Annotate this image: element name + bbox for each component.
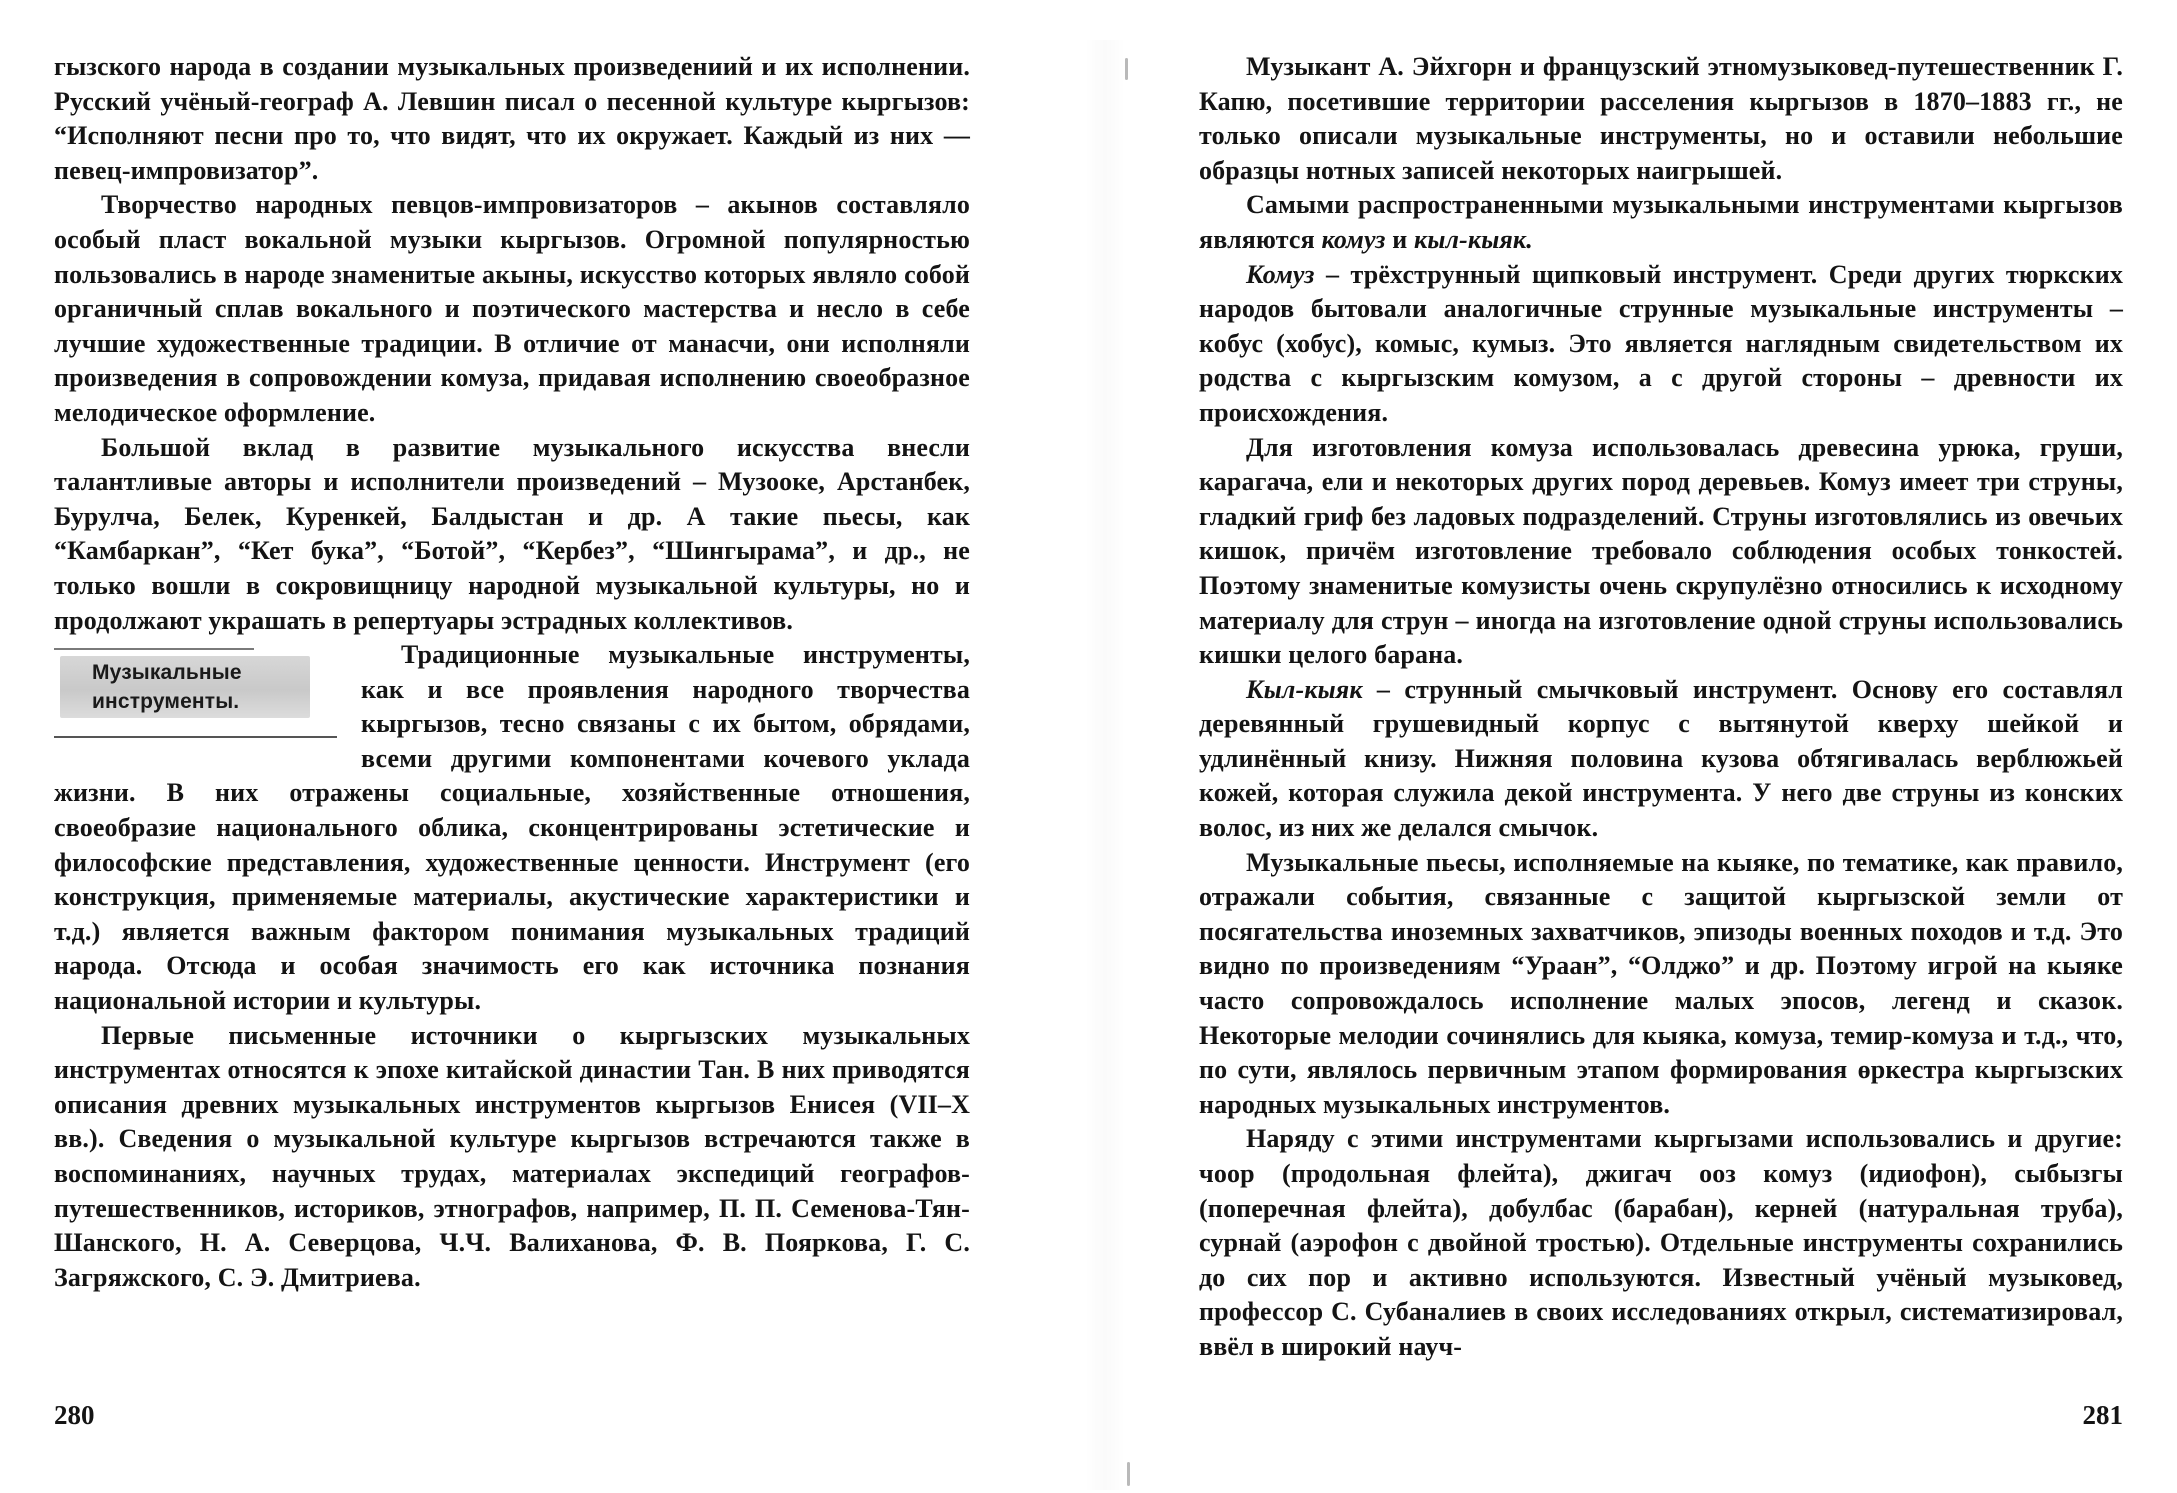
paragraph: Первые письменные источники о кыргызских музыкальных инструментах относятся к эпохе китайской династии Тан. В них приводятся описания древних музыкальных инструментов кыргызов Енисея (VII–X вв.). Сведения о музыкальной культуре кыргызов встречаются также в воспоминаниях, научных трудах, материалах экспедиций географов-путешественников, историков, этнографов, например, П. П. Семенова-Тян-Шанского, Н. А. Северцова, Ч.Ч. Валиханова, Ф. В. Пояркова, Г. С. Загряжского, С. Э. Дмитриева.: [54, 1020, 970, 1292]
term-komuz: комуз: [1321, 224, 1386, 254]
paragraph: Музыкант А. Эйхгорн и французский этномузыковед-путешественник Г. Капю, посетившие территории расселения кыргызов в 1870–1883 гг., не только описали музыкальные инструменты, но и оставили небольшие образцы нотных записей некоторых наигрышей.: [1199, 52, 2123, 185]
paragraph-text: Самыми распространенными музыкальными инструментами кыргызов являются: [1199, 190, 2123, 254]
paragraph-text: – струнный смычковый инструмент. Основу его составлял деревянный грушевидный корпус с вытянутой кверху шейкой и удлинённый книзу. Нижняя половина кузова обтягивалась верблюжьей кожей, которая служила декой инструмента. У него две струны из конских волос, из них же делался смычок.: [1199, 674, 2123, 843]
section-heading-box: [54, 646, 337, 738]
left-page-text: [54, 50, 970, 1295]
gutter-mark: [1125, 58, 1128, 80]
paragraph-text: – трёхструнный щипковый инструмент. Среди других тюркских народов бытовали аналогичные струнные музыкальные инструменты – кобус (хобус), комыс, кумыз. Это является наглядным свидетельством их родства с кыргызским комузом, а с другой стороны – древности их происхождения.: [1199, 259, 2123, 427]
heading-rule-top: [54, 648, 254, 650]
paragraph: Традиционные музыкальные инструменты, как и все проявления народного творчества кыргызов, тесно связаны с их бытом, обрядами, всеми другими компонентами кочевого уклада жизни. В них отражены социальные, хозяйственные отношения, своеобразие национального облика, сконцентрированы эстетические и философские представления, художественные ценности. Инструмент (его конструкция, применяемые материалы, акустические характеристики и т.д.) является важным фактором понимания музыкальных традиций народа. Отсюда и особая значимость его как источника познания национальной истории и культуры.: [54, 640, 970, 1016]
term-komuz: Комуз: [1246, 259, 1315, 289]
paragraph: Наряду с этими инструментами кыргызами использовались и другие: чоор (продольная флейта), джигач ооз комуз (идиофон), сыбызгы (поперечная флейта), добулбас (барабан), керней (натуральная труба), сурнай (аэрофон с двойной тростью). Отдельные инструменты сохранились до сих пор и активно используются. Известный учёный музыковед, профессор С. Субаналиев в своих исследованиях открыл, систематизировал, ввёл в широкий науч-: [1199, 1124, 2123, 1361]
paragraph: [1199, 673, 2123, 846]
heading-rule-bottom: [54, 736, 337, 738]
term-kyl-kyak: кыл-кыяк.: [1414, 224, 1533, 254]
paragraph: Музыкальные пьесы, исполняемые на кыяке, по тематике, как правило, отражали события, связанные с защитой кыргызской земли от посягательства иноземных захватчиков, эпизоды военных походов и т.д. Это видно по произведениям “Ураан”, “Олджо” и др. Поэтому игрой на кыяке часто сопровождалось исполнение малых эпосов, легенд и сказок. Некоторые мелодии сочинялись для кыяка, комуза, темир-комуза и т.д., что, по сути, являлось первичным этапом формирования өркестра кыргызских народных музыкальных инструментов.: [1199, 847, 2123, 1119]
paragraph: гызского народа в создании музыкальных произведениий и их исполнении. Русский учёный-географ А. Левшин писал о песенной культуре кыргызов: “Исполняют песни про то, что видят, что их окружает. Каждый из них — певец-импровизатор”.: [54, 52, 970, 185]
left-page: [54, 0, 970, 1493]
term-kyl-kyak: Кыл-кыяк: [1246, 674, 1363, 704]
paragraph: [1199, 188, 2123, 257]
book-gutter: [1085, 40, 1125, 1490]
conjunction: и: [1385, 224, 1415, 254]
paragraph: Для изготовления комуза использовалась древесина урюка, груши, карагача, ели и некоторых других пород деревьев. Комуз имеет три струны, гладкий гриф без ладовых подразделений. Струны изготовлялись из овечьих кишок, причём изготовление требовало соблюдения особых тонкостей. Поэтому знаменитые комузисты очень скрупулёзно относились к исходному материалу для струн – иногда на изготовление одной струны использовались кишки целого барана.: [1199, 432, 2123, 670]
gutter-mark: [1127, 1462, 1130, 1486]
right-page: [1199, 0, 2123, 1493]
right-page-text: [1199, 50, 2123, 1365]
section-heading: Музыкальные инструменты.: [92, 661, 242, 714]
page-number: 280: [54, 1400, 95, 1430]
paragraph: [1199, 258, 2123, 431]
paragraph: Творчество народных певцов-импровизаторов – акынов составляло особый пласт вокальной музыки кыргызов. Огромной популярностью пользовались в народе знаменитые акыны, искусство которых являло собой органичный сплав вокального и поэтического мастерства и несло в себе лучшие художественные традиции. В отличие от манасчи, они исполняли произведения в сопровождении комуза, придавая исполнению своеобразное мелодическое оформление.: [54, 190, 970, 427]
page-number: 281: [2082, 1400, 2123, 1430]
paragraph: Большой вклад в развитие музыкального искусства внесли талантливые авторы и исполнители произведений – Музооке, Арстанбек, Бурулча, Белек, Куренкей, Балдыстан и др. А такие пьесы, как “Камбаркан”, “Кет бука”, “Ботой”, “Кербез”, “Шингырама”, и др., не только вошли в сокровищницу народной музыкальной культуры, но и продолжают украшать в репертуары эстрадных коллективов.: [54, 432, 970, 635]
